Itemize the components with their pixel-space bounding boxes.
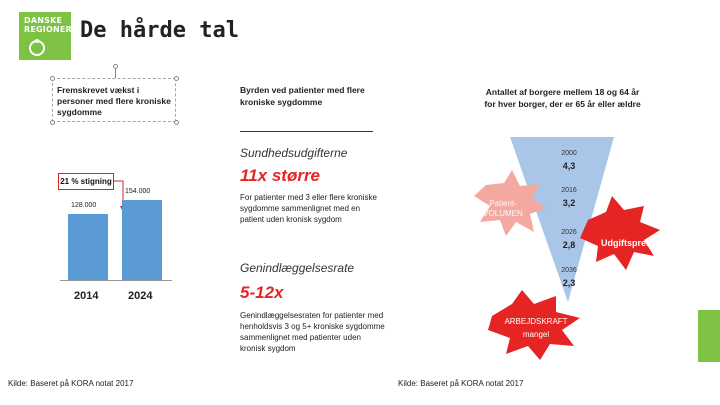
funnel-year: 2026: [561, 229, 577, 236]
star-labour-label-1: ARBEJDSKRAFT: [504, 317, 568, 326]
section2-heading: Genindlæggelsesrate: [240, 261, 355, 275]
star-labour-label-2: mangel: [522, 330, 550, 339]
section1-big-number: 11x større: [240, 166, 321, 185]
left-heading: Fremskrevet vækst i personer med flere kroniske sygdomme: [57, 85, 171, 117]
logo-line-2: REGIONER: [24, 25, 72, 34]
growth-callout: 21 % stigning: [58, 173, 114, 190]
bar-year-label: 2024: [128, 290, 153, 302]
funnel-value: 3,2: [562, 198, 576, 208]
section2-big-number: 5-12x: [240, 283, 284, 302]
bar-value-label: 154.000: [125, 188, 151, 195]
star-volume-label: Patient-VOLUMEN: [483, 199, 523, 218]
section1-text: For patienter med 3 eller flere kroniske sygdomme sammenlignet med en patient uden kronisk sygdom: [240, 193, 377, 224]
source-right: Kilde: Baseret på KORA notat 2017: [398, 379, 524, 388]
source-left: Kilde: Baseret på KORA notat 2017: [8, 379, 134, 388]
star-expense-label: Udgiftspres: [600, 238, 651, 248]
logo-line-1: DANSKE: [24, 16, 63, 25]
funnel-year: 2016: [561, 187, 577, 194]
funnel-value: 4,3: [562, 161, 576, 171]
section1-heading: Sundhedsudgifterne: [240, 146, 348, 160]
page-title: De hårde tal: [80, 18, 239, 43]
middle-title: Byrden ved patienter med flere kroniske sygdomme: [240, 85, 365, 107]
funnel-year: 2036: [561, 267, 577, 274]
section2-text: Genindlæggelsesraten for patienter med henholdsvis 3 og 5+ kroniske sygdomme sammenlignet med patienter uden kronisk sygdom: [240, 311, 385, 353]
bar-year-label: 2014: [74, 290, 99, 302]
funnel-value: 2,3: [562, 278, 576, 288]
bar-value-label: 128.000: [71, 201, 97, 209]
funnel-year: 2000: [561, 150, 577, 157]
funnel-value: 2,8: [562, 240, 576, 250]
green-accent-tab: [698, 310, 720, 362]
right-title: Antallet af borgere mellem 18 og 64 år for hver borger, der er 65 år eller ældre: [484, 87, 641, 109]
